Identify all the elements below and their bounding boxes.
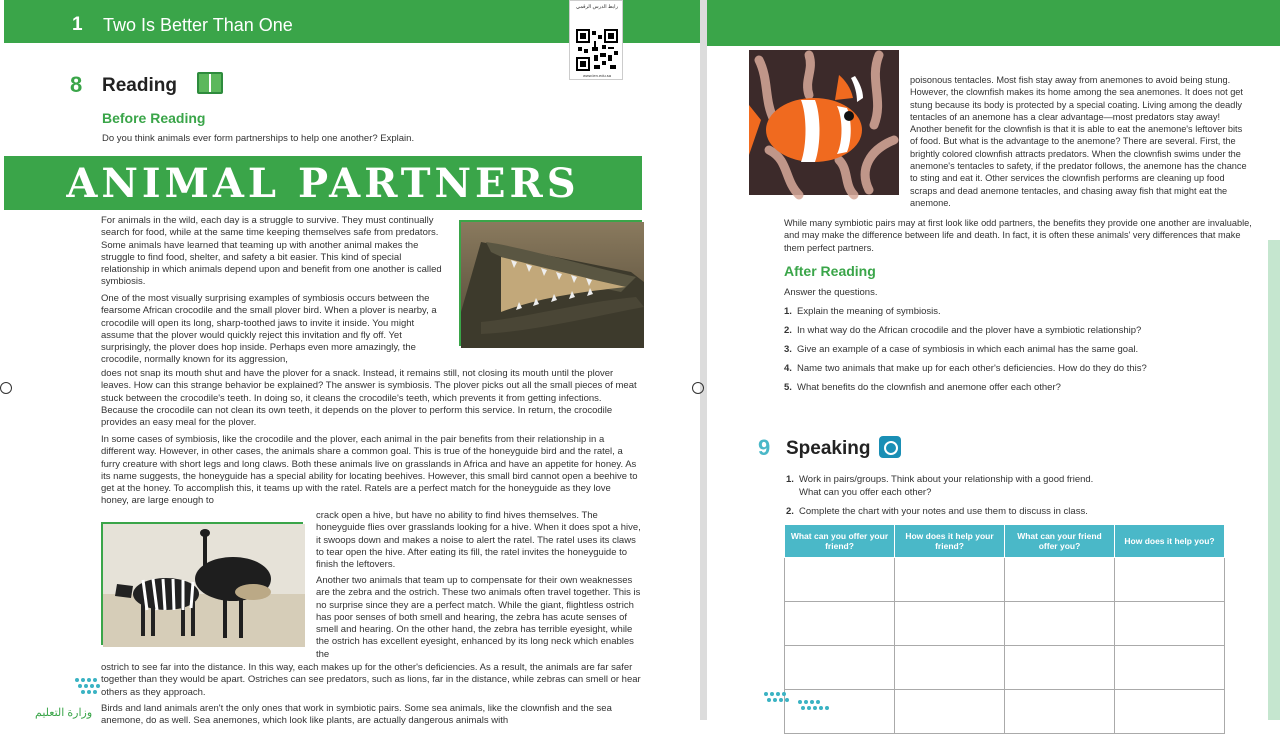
table-cell[interactable]: [1115, 690, 1225, 734]
paragraph-2b: does not snap its mouth shut and have the plover for a snack. Instead, it remains still, not closing its mouth until the plover leaves. How can this strange behavior be explained? The answer is symbiosis. The plover picks out all the small pieces of meat stuck between the crocodile's teeth. In doing so, it cleans the crocodile's teeth, which prevents it from getting infections. Because the crocodile can not clean its own teeth, it depends on the plover to perform this service. In return, the crocodile provides an easy meal for the plover.: [101, 368, 637, 429]
paragraph-4a: Another two animals that team up to compensate for their own weaknesses are the zebra and the ostrich. These two animals often travel together. This is no surprise since they are a perfect match. While the giant, flightless ostrich has poor senses of both smell and hearing, the zebra has acute senses of smell and hearing. On the other hand, the zebra has terrible eyesight, while the ostrich has excellent eyesight, enhanced by its long neck which enables the: [316, 575, 641, 660]
book-icon: [197, 72, 223, 94]
zebra-ostrich-photo: [101, 522, 303, 645]
qr-code-icon: [576, 29, 618, 71]
table-row: [785, 690, 1225, 734]
qr-code-box[interactable]: [569, 0, 623, 80]
table-cell[interactable]: [1115, 646, 1225, 690]
question-item: 3. Give an example of a case of symbiosis in which each animal has the same goal.: [784, 344, 1139, 355]
ministry-logo-right-icon: [760, 690, 840, 714]
unit-title: Two Is Better Than One: [103, 15, 293, 35]
after-reading-heading: After Reading: [784, 263, 876, 279]
paragraph-4b: ostrich to see far into the distance. In this way, each makes up for the other's deficiencies. As a result, the animals are far safer together than they would be apart. Ostriches can see predators, such as lions, far in the distance, while zebras can smell or hear others as they approach.: [101, 662, 641, 698]
registration-mark-left: [0, 382, 12, 394]
table-cell[interactable]: [1005, 690, 1115, 734]
speaking-q2: 2. Complete the chart with your notes and use them to discuss in class.: [786, 506, 1088, 517]
table-row: [785, 602, 1225, 646]
question-item: 5. What benefits do the clownfish and anemone offer each other?: [784, 382, 1061, 393]
question-item: 1. Explain the meaning of symbiosis.: [784, 306, 941, 317]
table-cell[interactable]: [785, 558, 895, 602]
table-cell[interactable]: [1005, 602, 1115, 646]
paragraph-5: Birds and land animals aren't the only ones that work in symbiotic pairs. Some sea animals, like the clownfish and the sea anemone, do as well. Sea anemones, which look like plants, are actually dangerous animals with: [101, 703, 612, 727]
before-reading-heading: Before Reading: [102, 110, 206, 126]
paragraph-6: poisonous tentacles. Most fish stay away from anemones to avoid being stung. However, the clownfish makes its home among the sea anemones. It does not get stung because its body is protected by a special coating. Living among the deadly tentacles of an anemone has a clear advantage—most predators stay away! Another benefit for the clownfish is that it is able to eat the anemone's leftover bits of food. But what is the advantage to the anemone? There are several. First, the brightly colored clownfish attracts predators. When the clownfish swims under the anemone's tentacles to safety, if the predator follows, the anemone has the chance to sting and eat it. Other services the clownfish performs are cleaning up food scraps and dead anemone tentacles, and chasing away fish that might eat the anemone.: [910, 75, 1247, 208]
table-header: What can you offer your friend?: [785, 525, 895, 558]
paragraph-1: For animals in the wild, each day is a struggle to survive. They must continually search for food, while at the same time keeping themselves safe from predators. Some animals have learned that teaming up with another animal makes the struggle to find food, shelter, and safety a bit easier. This kind of special relationship in which animals depend upon and benefit from one another is called symbiosis.: [101, 215, 442, 288]
qr-label: رابط الدرس الرقمي: [576, 4, 618, 10]
question-item: 2. In what way do the African crocodile and the plover have a symbiotic relationship?: [784, 325, 1142, 336]
paragraph-7: While many symbiotic pairs may at first look like odd partners, the benefits they provide one another are invaluable, and may make the difference between life and death. In fact, it is often these animals' very differences that make them perfect partners.: [784, 218, 1252, 253]
table-row: [785, 646, 1225, 690]
registration-mark-center: [692, 382, 704, 394]
clownfish-photo: [749, 50, 899, 195]
paragraph-2a: One of the most visually surprising examples of symbiosis occurs between the fearsome African crocodile and the small plover bird. When a plover is nearby, a crocodile will open its long, sharp-toothed jaws to invite it inside. You might assume that the plover would quickly reject this invitation and fly off. Yet surprisingly, the plover does hop inside. Perhaps even more amazingly, the crocodile, normally known for its aggression,: [101, 293, 437, 366]
right-header-band: [707, 0, 1280, 46]
table-header: How does it help you?: [1115, 525, 1225, 558]
table-header-row: [785, 525, 1225, 558]
speaking-q1: 1. Work in pairs/groups. Think about your relationship with a good friend. What can you offer each other?: [786, 474, 1094, 498]
section-number-speaking: 9: [758, 435, 771, 460]
table-cell[interactable]: [1005, 646, 1115, 690]
right-edge-stripe: [1268, 240, 1280, 720]
ministry-logo-icon: [35, 676, 135, 698]
table-cell[interactable]: [1115, 602, 1225, 646]
section-title-reading: Reading: [102, 75, 177, 96]
section-title-speaking: Speaking: [786, 438, 871, 459]
table-row: [785, 558, 1225, 602]
ministry-logo: [35, 676, 135, 720]
table-cell[interactable]: [895, 690, 1005, 734]
table-cell[interactable]: [895, 558, 1005, 602]
paragraph-3a: In some cases of symbiosis, like the crocodile and the plover, each animal in the pair benefits from their relationship in a different way. However, in other cases, the animals share a common goal. This is true of the honeyguide bird and the ratel, a furry creature with short legs and long claws. Both these animals live on grasslands in Africa and have an appetite for honey. As its name suggests, the honeyguide has a special ability for locating beehives. However, this small bird cannot open a beehive to get at the honey. To accomplish this, it teams up with the ratel. Ratels are a perfect match for the honeyguide as they love honey, are large enough to: [101, 434, 638, 507]
crocodile-photo: [459, 220, 642, 346]
table-cell[interactable]: [895, 602, 1005, 646]
speaking-icon: [879, 436, 901, 458]
table-cell[interactable]: [1115, 558, 1225, 602]
page-gutter: [700, 0, 707, 720]
title-banner: [4, 156, 642, 210]
after-reading-instruction: Answer the questions.: [784, 287, 878, 298]
unit-number: 1: [72, 14, 83, 35]
before-reading-question: Do you think animals ever form partnerships to help one another? Explain.: [102, 133, 415, 144]
table-cell[interactable]: [785, 646, 895, 690]
table-header: How does it help your friend?: [895, 525, 1005, 558]
qr-url: www.ien.edu.sa: [582, 73, 611, 78]
table-cell[interactable]: [1005, 558, 1115, 602]
ministry-logo-text: وزارة التعليم: [35, 707, 93, 719]
table-cell[interactable]: [785, 602, 895, 646]
paragraph-3b: crack open a hive, but have no ability to find hives themselves. The honeyguide flies over grasslands looking for a hive. When it does spot a hive, it swoops down and makes a noise to alert the ratel. The ratel uses its claws to tear open the hive. After eating its fill, the ratel invites the honeyguide to finish the leftovers.: [316, 510, 641, 571]
article-title: ANIMAL PARTNERS: [66, 160, 580, 207]
friendship-chart: [784, 524, 1225, 734]
table-header: What can your friend offer you?: [1005, 525, 1115, 558]
after-reading-questions: [784, 306, 1254, 401]
table-cell[interactable]: [895, 646, 1005, 690]
section-number-reading: 8: [70, 72, 83, 97]
question-item: 4. Name two animals that make up for each other's deficiencies. How do they do this?: [784, 363, 1147, 374]
ministry-logo-right: [760, 690, 840, 714]
